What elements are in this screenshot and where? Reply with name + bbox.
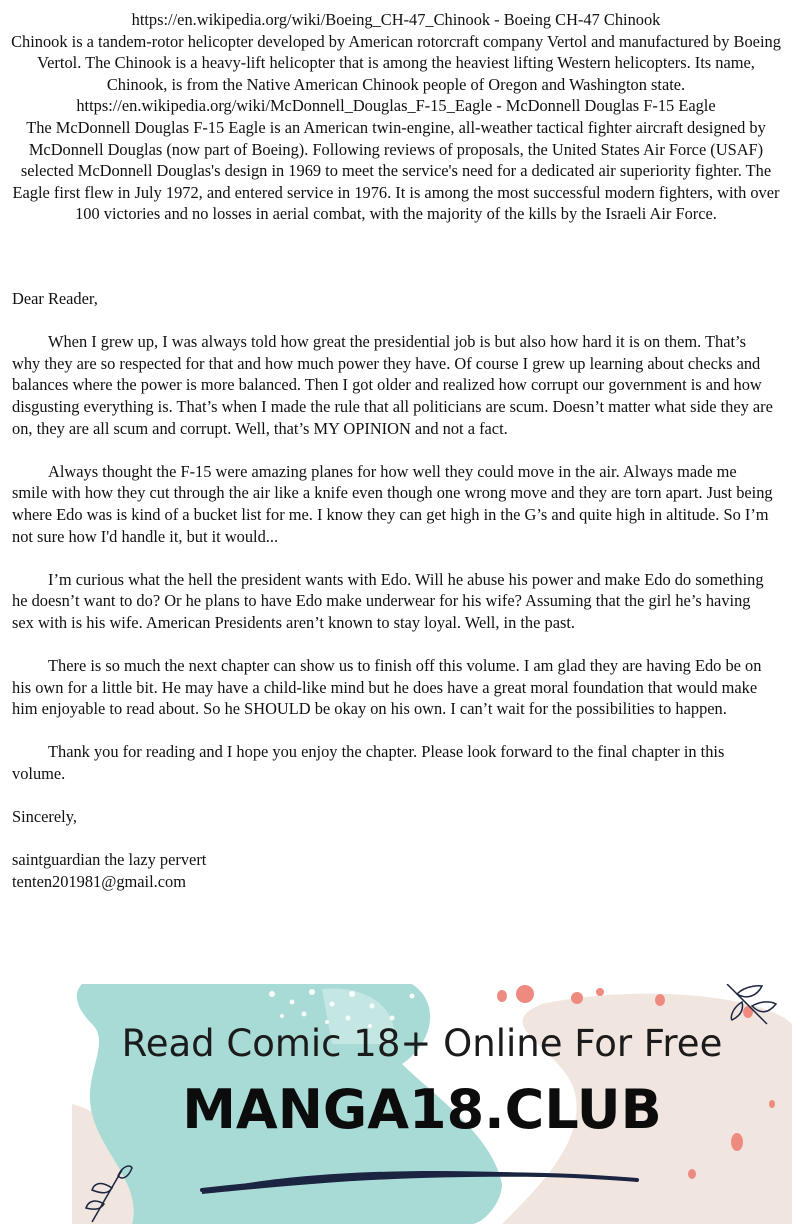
letter-greeting: Dear Reader, xyxy=(12,289,98,308)
letter-paragraph: There is so much the next chapter can show us to finish off this volume. I am glad they are having Edo be on his own for a little bit. He may have a child-like mind but he does have a great moral foundation that would make him enjoyable to read about. So he SHOULD be okay on his own. I can’t wait for the possibilities to happen. xyxy=(12,656,762,719)
banner-site-name[interactable]: MANGA18.CLUB xyxy=(182,1078,662,1141)
reference-link-f15: https://en.wikipedia.org/wiki/McDonnell_Douglas_F-15_Eagle - McDonnell Douglas F-15 Eagle xyxy=(76,96,716,116)
banner-tagline: Read Comic 18+ Online For Free xyxy=(121,1022,723,1065)
reference-notes xyxy=(8,9,784,225)
reference-text-f15: The McDonnell Douglas F-15 Eagle is an American twin-engine, all-weather tactical fighter aircraft designed by McDonnell Douglas (now part of Boeing). Following reviews of proposals, the United States Air Force (USAF) selected McDonnell Douglas's design in 1969 to meet the service's need for a dedicated air superiority fighter. The Eagle first flew in July 1972, and entered service in 1976. It is among the most successful modern fighters, with over 100 victories and no losses in aerial combat, with the majority of the kills by the Israeli Air Force. xyxy=(12,117,780,224)
letter-paragraph: Always thought the F-15 were amazing planes for how well they could move in the air. Always made me smile with how they cut through the air like a knife even though one wrong move and they are torn apart. Just being where Edo was is kind of a bucket list for me. I know they can get high in the G’s and quite high in altitude. So I’m not sure how I'd handle it, but it would... xyxy=(12,461,773,546)
letter-paragraph: When I grew up, I was always told how great the presidential job is but also how hard it is on them. That’s why they are so respected for that and how much power they have. Of course I grew up learning about checks and balances where the power is more balanced. Then I got older and realized how corrupt our government is and how disgusting everything is. That’s when I made the rule that all politicians are scum. Doesn’t matter what side they are on, they are all scum and corrupt. Well, that’s MY OPINION and not a fact. xyxy=(12,332,773,438)
reference-text-chinook: Chinook is a tandem-rotor helicopter developed by American rotorcraft company Vertol and manufactured by Boeing Vertol. The Chinook is a heavy-lift helicopter that is among the heaviest lifting Western helicopters. Its name, Chinook, is from the Native American Chinook people of Oregon and Washington state. xyxy=(11,31,781,94)
letter-body xyxy=(12,288,776,893)
letter-closing: Sincerely, xyxy=(12,807,77,827)
promo-banner[interactable] xyxy=(72,984,792,1224)
signature-email: tenten201981@gmail.com xyxy=(12,872,186,892)
reference-link-chinook: https://en.wikipedia.org/wiki/Boeing_CH-47_Chinook - Boeing CH-47 Chinook xyxy=(131,10,661,29)
letter-paragraph: Thank you for reading and I hope you enjoy the chapter. Please look forward to the final chapter in this volume. xyxy=(12,742,725,784)
signature-name: saintguardian the lazy pervert xyxy=(12,850,207,870)
letter-paragraph: I’m curious what the hell the president wants with Edo. Will he abuse his power and make Edo do something he doesn’t want to do? Or he plans to have Edo make underwear for his wife? Assuming that the girl he’s having sex with is his wife. American Presidents aren’t known to stay loyal. Well, in the past. xyxy=(12,569,764,632)
